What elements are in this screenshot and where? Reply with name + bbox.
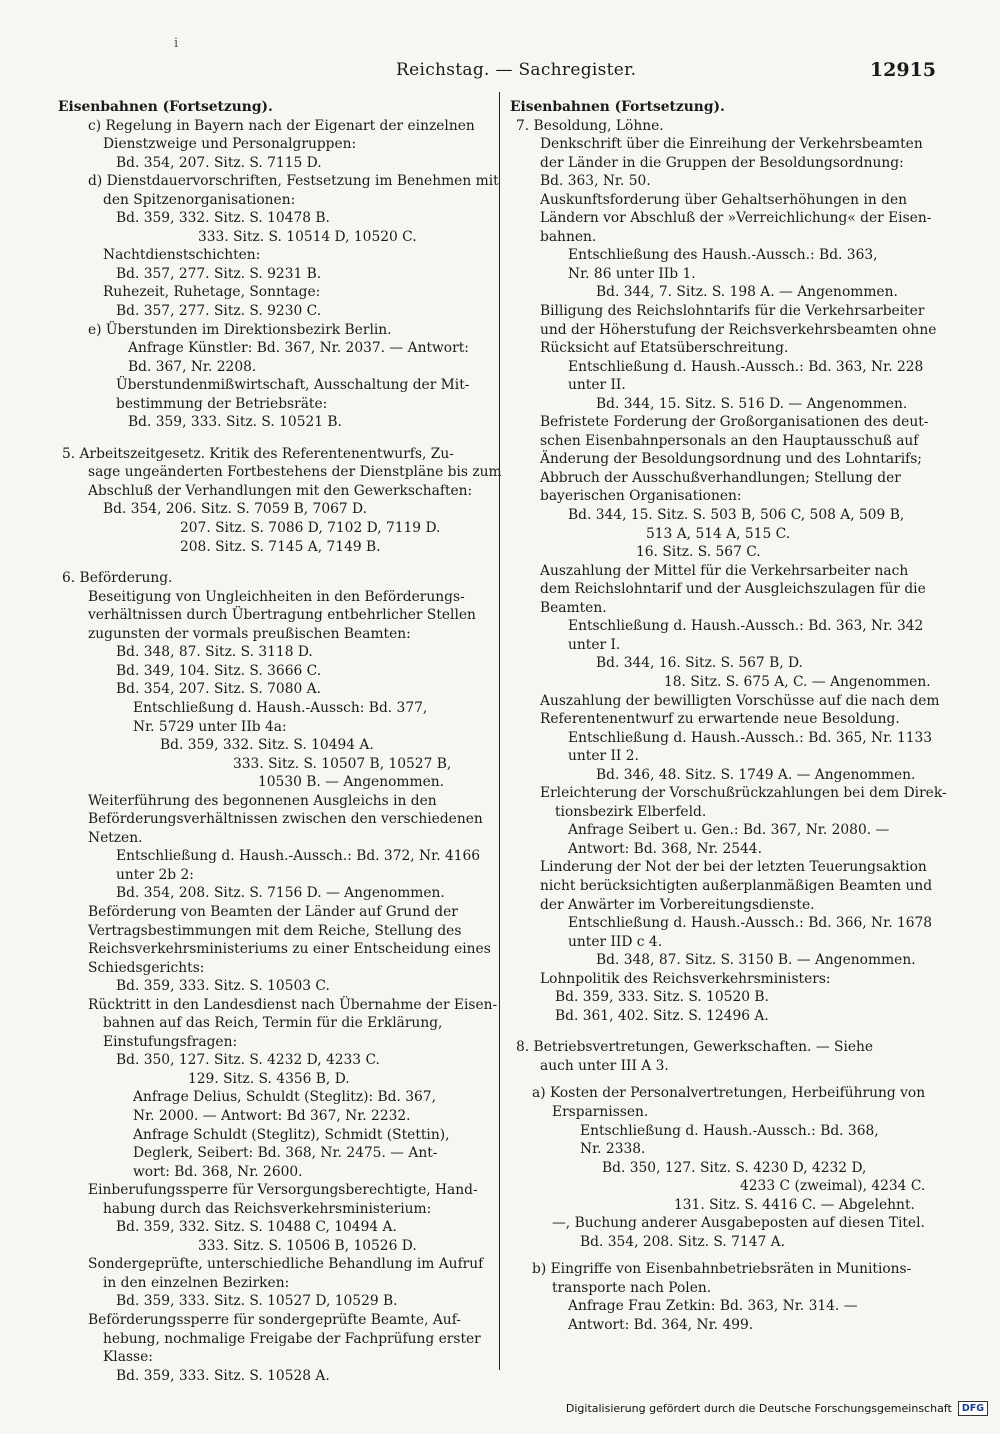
index-line: Beförderungssperre für sondergeprüfte Beamte, Auf- (88, 1312, 461, 1328)
index-line: Bd. 359, 333. Sitz. S. 10527 D, 10529 B. (116, 1293, 398, 1310)
index-line: Lohnpolitik des Reichsverkehrsministers: (540, 970, 831, 987)
index-line: Denkschrift über die Einreihung der Verkehrsbeamten (540, 136, 923, 153)
index-line: Beförderungsverhältnissen zwischen den verschiedenen (88, 811, 483, 828)
index-line: a) Kosten der Personalvertretungen, Herbeiführung von (532, 1085, 926, 1102)
index-line: Bd. 354, 207. Sitz. S. 7080 A. (116, 681, 321, 698)
index-line: Einberufungssperre für Versorgungsberechtigte, Hand- (88, 1182, 478, 1199)
index-line: auch unter III A 3. (540, 1057, 669, 1074)
index-line: schen Eisenbahnpersonals an den Hauptausschuß auf (540, 432, 919, 449)
footer-text: Digitalisierung gefördert durch die Deutsche Forschungsgemeinschaft (565, 1402, 952, 1415)
index-line: Auskunftsforderung über Gehaltserhöhungen in den (540, 191, 908, 208)
right-column (510, 98, 947, 1335)
index-line: Erleichterung der Vorschußrückzahlungen bei dem Direk- (540, 785, 947, 802)
index-line: Bd. 367, Nr. 2208. (128, 358, 257, 375)
index-line: Bd. 354, 206. Sitz. S. 7059 B, 7067 D. (103, 501, 367, 518)
index-line: —, Buchung anderer Ausgabeposten auf diesen Titel. (552, 1215, 925, 1232)
index-line: c) Regelung in Bayern nach der Eigenart der einzelnen (88, 117, 475, 134)
index-line: Bd. 344, 16. Sitz. S. 567 B, D. (596, 655, 803, 672)
index-line: wort: Bd. 368, Nr. 2600. (133, 1163, 303, 1180)
index-line: Bd. 359, 332. Sitz. S. 10494 A. (160, 737, 374, 754)
index-line: den Spitzenorganisationen: (103, 191, 296, 208)
index-line: bayerischen Organisationen: (540, 488, 742, 505)
index-line: Beförderung von Beamten der Länder auf Grund der (88, 903, 458, 920)
index-line: unter II. (568, 377, 626, 394)
index-line: und der Höherstufung der Reichsverkehrsbeamten ohne (540, 321, 937, 338)
index-line: Antwort: Bd. 368, Nr. 2544. (568, 840, 762, 857)
index-line: unter II 2. (568, 748, 639, 765)
index-line: Deglerk, Seibert: Bd. 368, Nr. 2475. — Ant- (133, 1145, 438, 1162)
index-line: Ländern vor Abschluß der »Verreichlichung« der Eisen- (540, 210, 932, 227)
index-line: e) Überstunden im Direktionsbezirk Berlin. (88, 321, 392, 338)
index-line: Anfrage Schuldt (Steglitz), Schmidt (Stettin), (133, 1126, 450, 1143)
spacer (510, 1075, 936, 1084)
index-line: Beseitigung von Ungleichheiten in den Beförderungs- (88, 588, 465, 605)
index-line: unter 2b 2: (116, 866, 194, 883)
index-line: bahnen. (540, 228, 597, 245)
index-line: 5. Arbeitszeitgesetz. Kritik des Referentenentwurfs, Zu- (62, 445, 454, 462)
index-line: Nr. 86 unter IIb 1. (568, 265, 696, 282)
spacer (58, 432, 486, 445)
index-line: 129. Sitz. S. 4356 B, D. (188, 1070, 350, 1087)
index-line: Bd. 359, 333. Sitz. S. 10520 B. (555, 989, 769, 1006)
index-line: Beamten. (540, 599, 607, 616)
index-line: Bd. 348, 87. Sitz. S. 3150 B. — Angenommen. (596, 952, 916, 969)
index-line: Reichsverkehrsministeriums zu einer Entscheidung eines (88, 941, 491, 958)
index-line: Bd. 361, 402. Sitz. S. 12496 A. (555, 1007, 769, 1024)
index-line: Linderung der Not der bei der letzten Teuerungsaktion (540, 859, 927, 876)
index-line: Billigung des Reichslohntarifs für die Verkehrsarbeiter (540, 303, 925, 320)
index-line: Bd. 344, 15. Sitz. S. 503 B, 506 C, 508 A, 509 B, (568, 507, 905, 524)
index-line: Anfrage Delius, Schuldt (Steglitz): Bd. 367, (133, 1089, 436, 1106)
index-line: Entschließung des Haush.-Aussch.: Bd. 363, (568, 247, 878, 264)
index-line: Nr. 2000. — Antwort: Bd 367, Nr. 2232. (133, 1107, 411, 1124)
index-line: habung durch das Reichsverkehrsministerium: (103, 1200, 432, 1217)
index-line: Bd. 359, 333. Sitz. S. 10503 C. (116, 978, 330, 995)
index-line: verhältnissen durch Übertragung entbehrlicher Stellen (88, 607, 476, 624)
index-line: Netzen. (88, 829, 143, 846)
index-line: Bd. 359, 332. Sitz. S. 10488 C, 10494 A. (116, 1219, 397, 1236)
index-line: Entschließung d. Haush.-Aussch.: Bd. 363, Nr. 228 (568, 358, 924, 375)
page-header (56, 60, 936, 86)
index-line: b) Eingriffe von Eisenbahnbetriebsräten in Munitions- (532, 1261, 912, 1278)
index-line: Referentenentwurf zu erwartende neue Besoldung. (540, 711, 900, 728)
index-line: Bd. 359, 332. Sitz. S. 10478 B. (116, 210, 330, 227)
index-line: Nr. 5729 unter IIb 4a: (133, 718, 287, 735)
dfg-logo: DFG (958, 1401, 988, 1416)
index-line: Klasse: (103, 1349, 153, 1366)
index-line: Bd. 344, 7. Sitz. S. 198 A. — Angenommen. (596, 284, 898, 301)
spacer (58, 556, 486, 569)
index-line: Bd. 363, Nr. 50. (540, 173, 651, 190)
index-line: Bd. 354, 208. Sitz. S. 7156 D. — Angenommen. (116, 885, 445, 902)
index-line: Entschließung d. Haush.-Aussch.: Bd. 365, Nr. 1133 (568, 729, 933, 746)
index-line: Ersparnissen. (552, 1103, 649, 1120)
section-heading: Eisenbahnen (Fortsetzung). (510, 99, 725, 115)
index-line: Änderung der Besoldungsordnung und des Lohntarifs; (540, 451, 922, 468)
index-line: Einstufungsfragen: (103, 1033, 238, 1050)
index-line: bahnen auf das Reich, Termin für die Erklärung, (103, 1015, 443, 1032)
index-line: Rücktritt in den Landesdienst nach Übernahme der Eisen- (88, 996, 498, 1013)
index-line: transporte nach Polen. (552, 1279, 712, 1296)
index-line: Anfrage Seibert u. Gen.: Bd. 367, Nr. 2080. — (568, 822, 890, 839)
spacer (510, 1025, 936, 1038)
index-line: Anfrage Frau Zetkin: Bd. 363, Nr. 314. — (568, 1298, 858, 1315)
index-line: Bd. 354, 207. Sitz. S. 7115 D. (116, 154, 322, 171)
index-line: 208. Sitz. S. 7145 A, 7149 B. (180, 538, 381, 555)
index-line: Entschließung d. Haush.-Aussch.: Bd. 372, Nr. 4166 (116, 848, 481, 865)
index-line: Bd. 349, 104. Sitz. S. 3666 C. (116, 662, 322, 679)
footer (566, 1401, 988, 1416)
index-line: Vertragsbestimmungen mit dem Reiche, Stellung des (88, 922, 462, 939)
index-line: 7. Besoldung, Löhne. (516, 117, 664, 134)
index-line: 6. Beförderung. (62, 570, 173, 587)
index-line: Bd. 354, 208. Sitz. S. 7147 A. (580, 1233, 785, 1250)
index-line: unter I. (568, 636, 621, 653)
index-line: 333. Sitz. S. 10506 B, 10526 D. (198, 1237, 417, 1254)
index-line: 4233 C (zweimal), 4234 C. (740, 1178, 926, 1195)
index-line: d) Dienstdauervorschriften, Festsetzung im Benehmen mit (88, 173, 499, 190)
index-line: Bd. 348, 87. Sitz. S. 3118 D. (116, 644, 313, 661)
index-line: Nachtdienstschichten: (103, 247, 261, 264)
index-line: in den einzelnen Bezirken: (103, 1274, 290, 1291)
index-line: Antwort: Bd. 364, Nr. 499. (568, 1317, 754, 1333)
index-line: Rücksicht auf Etatsüberschreitung. (540, 340, 789, 357)
index-line: 10530 B. — Angenommen. (258, 774, 445, 791)
index-line: Entschließung d. Haush.-Aussch: Bd. 377, (133, 699, 428, 716)
section-heading: Eisenbahnen (Fortsetzung). (58, 99, 273, 115)
index-line: 16. Sitz. S. 567 C. (636, 544, 761, 561)
margin-mark: i (174, 36, 179, 51)
index-line: der Länder in die Gruppen der Besoldungsordnung: (540, 154, 904, 171)
index-line: Befristete Forderung der Großorganisationen des deut- (540, 414, 929, 431)
index-line: unter IID c 4. (568, 933, 663, 950)
page-number: 12915 (869, 59, 936, 81)
index-line: Bd. 359, 333. Sitz. S. 10528 A. (116, 1367, 330, 1384)
index-line: hebung, nochmalige Freigabe der Fachprüfung erster (103, 1330, 481, 1347)
index-line: dem Reichslohntarif und der Ausgleichszulagen für die (540, 581, 926, 598)
index-line: bestimmung der Betriebsräte: (116, 395, 328, 412)
index-line: Überstundenmißwirtschaft, Ausschaltung der Mit- (116, 377, 470, 394)
index-line: sage ungeänderten Fortbestehens der Dienstpläne bis zum (88, 464, 502, 481)
index-line: nicht berücksichtigten außerplanmäßigen Beamten und (540, 877, 933, 894)
index-line: Bd. 346, 48. Sitz. S. 1749 A. — Angenommen. (596, 766, 916, 783)
index-line: Auszahlung der bewilligten Vorschüsse auf die nach dem (540, 692, 940, 709)
index-line: Sondergeprüfte, unterschiedliche Behandlung im Aufruf (88, 1256, 484, 1273)
index-line: Nr. 2338. (580, 1141, 646, 1158)
column-divider (499, 92, 500, 1370)
index-line: Bd. 344, 15. Sitz. S. 516 D. — Angenommen. (596, 395, 908, 412)
running-title: Reichstag. — Sachregister. (396, 60, 637, 80)
index-line: 333. Sitz. S. 10507 B, 10527 B, (233, 755, 452, 772)
index-line: 207. Sitz. S. 7086 D, 7102 D, 7119 D. (180, 520, 441, 537)
index-line: Abbruch der Ausschußverhandlungen; Stellung der (540, 469, 901, 486)
index-line: der Anwärter im Vorbereitungsdienste. (540, 896, 815, 913)
index-line: Bd. 357, 277. Sitz. S. 9231 B. (116, 265, 322, 282)
index-line: Weiterführung des begonnenen Ausgleichs in den (88, 792, 437, 809)
index-line: Abschluß der Verhandlungen mit den Gewerkschaften: (88, 482, 473, 499)
index-line: Bd. 350, 127. Sitz. S. 4232 D, 4233 C. (116, 1052, 380, 1069)
index-line: Entschließung d. Haush.-Aussch.: Bd. 366, Nr. 1678 (568, 915, 933, 932)
index-line: Schiedsgerichts: (88, 959, 205, 976)
index-line: zugunsten der vormals preußischen Beamten: (88, 625, 411, 642)
index-line: Bd. 350, 127. Sitz. S. 4230 D, 4232 D, (602, 1159, 867, 1176)
index-line: Entschließung d. Haush.-Aussch.: Bd. 363, Nr. 342 (568, 618, 924, 635)
index-line: Auszahlung der Mittel für die Verkehrsarbeiter nach (540, 562, 909, 579)
index-line: Bd. 357, 277. Sitz. S. 9230 C. (116, 303, 322, 320)
left-column (58, 98, 502, 1385)
index-line: Anfrage Künstler: Bd. 367, Nr. 2037. — Antwort: (128, 340, 469, 357)
index-line: Bd. 359, 333. Sitz. S. 10521 B. (128, 414, 342, 431)
index-line: tionsbezirk Elberfeld. (555, 803, 707, 820)
spacer (510, 1251, 936, 1260)
index-line: Ruhezeit, Ruhetage, Sonntage: (103, 284, 321, 301)
index-line: 513 A, 514 A, 515 C. (646, 525, 791, 542)
index-line: 131. Sitz. S. 4416 C. — Abgelehnt. (674, 1196, 915, 1213)
index-line: 8. Betriebsvertretungen, Gewerkschaften. — Siehe (516, 1039, 874, 1056)
index-line: 18. Sitz. S. 675 A, C. — Angenommen. (664, 673, 931, 690)
index-line: 333. Sitz. S. 10514 D, 10520 C. (198, 228, 417, 245)
index-line: Dienstzweige und Personalgruppen: (103, 136, 357, 153)
index-line: Entschließung d. Haush.-Aussch.: Bd. 368, (580, 1122, 879, 1139)
